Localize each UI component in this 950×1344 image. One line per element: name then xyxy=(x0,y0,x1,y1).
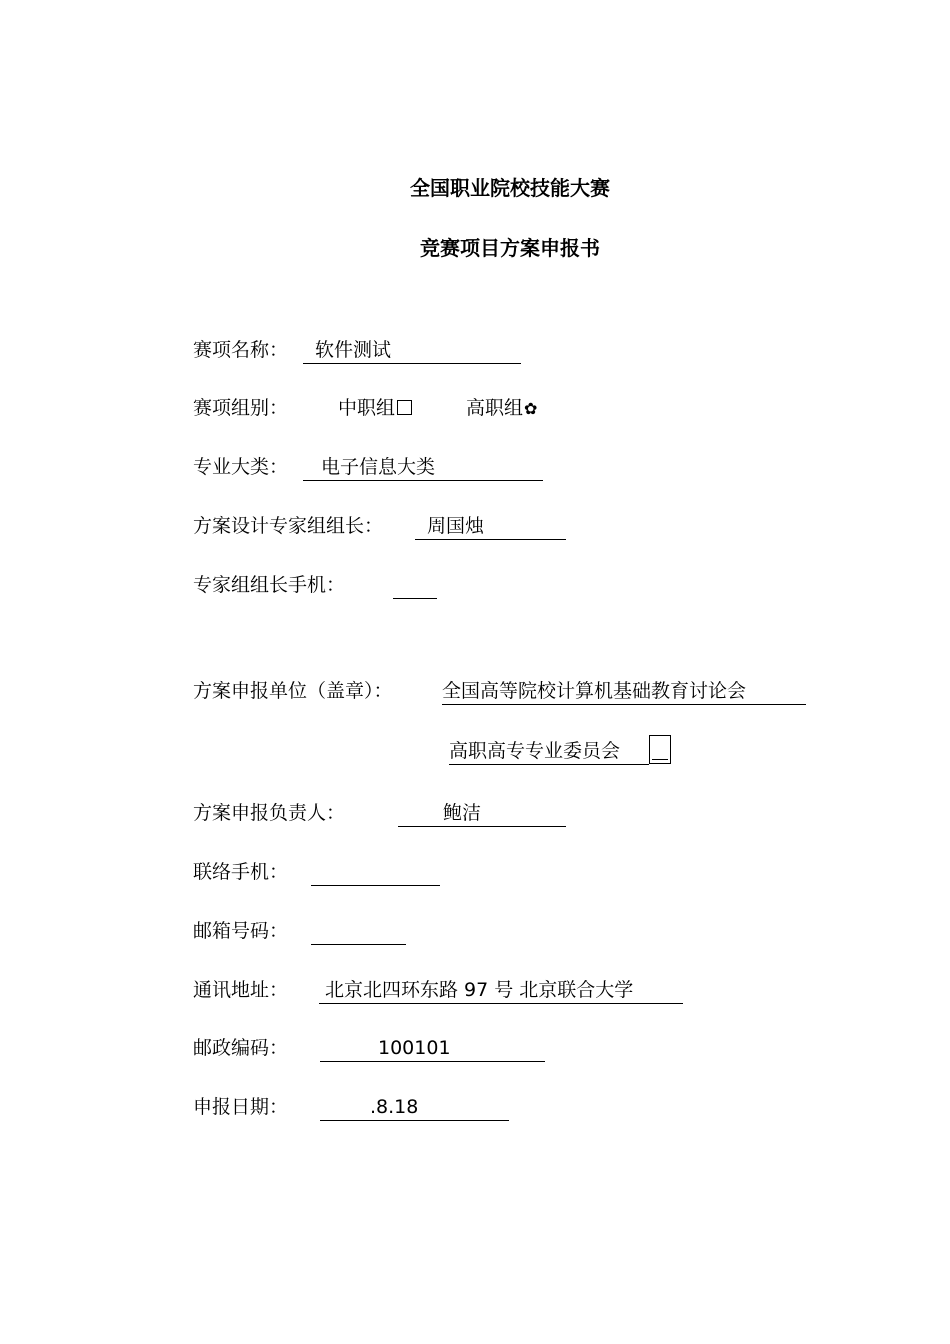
major-category-label: 专业大类： xyxy=(193,456,289,478)
event-name-label: 赛项名称： xyxy=(193,339,289,361)
email-label: 邮箱号码： xyxy=(193,920,289,942)
expert-leader-field[interactable] xyxy=(415,511,566,540)
person-in-charge-label: 方案申报负责人： xyxy=(193,802,346,824)
email-field[interactable] xyxy=(311,916,406,945)
expert-leader-label: 方案设计专家组组长： xyxy=(193,515,384,537)
leader-phone-field[interactable] xyxy=(393,570,437,599)
address-value: 北京北四环东路 97 号 北京联合大学 xyxy=(325,979,634,1001)
document-title: 全国职业院校技能大赛 xyxy=(410,176,610,200)
expert-leader-value: 周国烛 xyxy=(427,515,485,537)
major-category-field[interactable] xyxy=(303,452,543,481)
checkbox-icon[interactable] xyxy=(397,400,412,415)
event-name-field[interactable] xyxy=(303,335,521,364)
applicant-unit-value-line2: 高职高专专业委员会 xyxy=(449,740,621,762)
event-group-label: 赛项组别： xyxy=(193,397,289,419)
address-label: 通讯地址： xyxy=(193,979,289,1001)
person-in-charge-value: 鲍洁 xyxy=(443,802,482,824)
leader-phone-label: 专家组组长手机： xyxy=(193,574,346,596)
applicant-unit-value-line1: 全国高等院校计算机基础教育讨论会 xyxy=(442,680,747,702)
seal-placeholder-box xyxy=(649,735,671,764)
event-name-value: 软件测试 xyxy=(315,339,392,361)
postcode-value: 100101 xyxy=(378,1037,451,1059)
date-value: .8.18 xyxy=(370,1096,419,1118)
contact-phone-label: 联络手机： xyxy=(193,861,289,883)
applicant-unit-field-line1[interactable] xyxy=(442,676,806,705)
address-field[interactable] xyxy=(319,975,683,1004)
date-field[interactable] xyxy=(320,1092,509,1121)
flower-mark-icon: ✿ xyxy=(524,399,538,418)
postcode-label: 邮政编码： xyxy=(193,1037,289,1059)
document-subtitle: 竞赛项目方案申报书 xyxy=(420,236,600,260)
secondary-group-label: 中职组 xyxy=(338,397,396,419)
higher-group-option[interactable] xyxy=(466,393,537,424)
applicant-unit-label: 方案申报单位（盖章）： xyxy=(193,680,393,702)
applicant-unit-field-line2[interactable] xyxy=(449,736,649,765)
contact-phone-field[interactable] xyxy=(311,857,440,886)
postcode-field[interactable] xyxy=(320,1033,545,1062)
major-category-value: 电子信息大类 xyxy=(321,456,436,478)
secondary-group-option[interactable] xyxy=(338,393,412,423)
date-label: 申报日期： xyxy=(193,1096,289,1118)
higher-group-label: 高职组 xyxy=(466,397,524,419)
person-in-charge-field[interactable] xyxy=(398,798,566,827)
